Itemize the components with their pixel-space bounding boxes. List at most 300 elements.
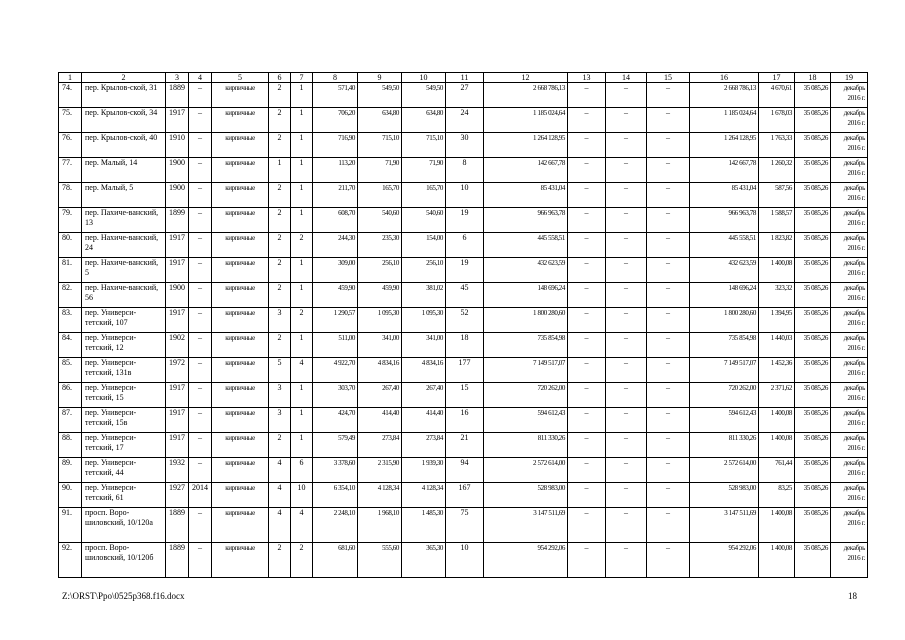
column-number-cell: 2 xyxy=(82,73,166,83)
build-year-cell: 1889 xyxy=(166,543,189,578)
total-area-cell: 3 378,60 xyxy=(313,458,358,483)
deadline-cell: декабрь 2016 г. xyxy=(831,433,868,458)
cost-col13-cell: – xyxy=(568,308,606,333)
floors-cell: 4 xyxy=(269,458,291,483)
floors-cell: 2 xyxy=(269,108,291,133)
build-year-cell: 1927 xyxy=(166,483,189,508)
residential-area-cell: 256,10 xyxy=(402,258,446,283)
cost-col15-cell: – xyxy=(647,508,690,543)
entrances-cell: 1 xyxy=(291,133,313,158)
standard-cost-cell: 35 085,26 xyxy=(795,158,831,183)
column-number-cell: 4 xyxy=(189,73,212,83)
cost-col14-cell: – xyxy=(606,158,647,183)
wall-material-cell: кирпичные xyxy=(212,383,269,408)
cost-col16-cell: 594 612,43 xyxy=(690,408,759,433)
deadline-cell: декабрь 2016 г. xyxy=(831,508,868,543)
cost-col13-cell: – xyxy=(568,233,606,258)
deadline-cell: декабрь 2016 г. xyxy=(831,183,868,208)
cost-total-cell: 735 854,98 xyxy=(484,333,568,358)
table-row xyxy=(59,433,868,458)
address-cell: просп. Воро-шиловский, 10/120а xyxy=(82,508,166,543)
cost-col15-cell: – xyxy=(647,208,690,233)
cost-col16-cell: 7 149 517,07 xyxy=(690,358,759,383)
standard-cost-cell: 35 085,26 xyxy=(795,483,831,508)
reconstruction-year-cell: – xyxy=(189,383,212,408)
cost-col13-cell: – xyxy=(568,258,606,283)
reconstruction-year-cell: – xyxy=(189,183,212,208)
total-area-cell: 6 354,10 xyxy=(313,483,358,508)
table-row xyxy=(59,183,868,208)
cost-col14-cell: – xyxy=(606,108,647,133)
standard-cost-cell: 35 085,26 xyxy=(795,258,831,283)
cost-per-sqm-cell: 1 400,08 xyxy=(759,433,795,458)
residents-cell: 177 xyxy=(446,358,484,383)
build-year-cell: 1932 xyxy=(166,458,189,483)
deadline-cell: декабрь 2016 г. xyxy=(831,358,868,383)
table-row xyxy=(59,408,868,433)
table-row xyxy=(59,108,868,133)
reconstruction-year-cell: – xyxy=(189,258,212,283)
cost-col15-cell: – xyxy=(647,433,690,458)
cost-col16-cell: 142 667,78 xyxy=(690,158,759,183)
table-row xyxy=(59,543,868,578)
cost-per-sqm-cell: 1 394,95 xyxy=(759,308,795,333)
table-row xyxy=(59,133,868,158)
cost-col13-cell: – xyxy=(568,483,606,508)
residential-area-cell: 341,00 xyxy=(402,333,446,358)
row-number-cell: 82. xyxy=(59,283,82,308)
reconstruction-year-cell: – xyxy=(189,508,212,543)
residents-cell: 75 xyxy=(446,508,484,543)
cost-per-sqm-cell: 4 670,61 xyxy=(759,83,795,108)
row-number-cell: 78. xyxy=(59,183,82,208)
row-number-cell: 85. xyxy=(59,358,82,383)
cost-col14-cell: – xyxy=(606,183,647,208)
cost-col14-cell: – xyxy=(606,458,647,483)
floors-cell: 1 xyxy=(269,158,291,183)
address-cell: пер. Нахиче-ванский, 56 xyxy=(82,283,166,308)
address-cell: пер. Пахиче-ванский, 13 xyxy=(82,208,166,233)
cost-col13-cell: – xyxy=(568,383,606,408)
reconstruction-year-cell: – xyxy=(189,333,212,358)
entrances-cell: 1 xyxy=(291,208,313,233)
standard-cost-cell: 35 085,26 xyxy=(795,383,831,408)
cost-total-cell: 811 330,26 xyxy=(484,433,568,458)
cost-total-cell: 7 149 517,07 xyxy=(484,358,568,383)
floors-cell: 4 xyxy=(269,483,291,508)
standard-cost-cell: 35 085,26 xyxy=(795,358,831,383)
address-cell: пер. Малый, 5 xyxy=(82,183,166,208)
wall-material-cell: кирпичные xyxy=(212,408,269,433)
standard-cost-cell: 35 085,26 xyxy=(795,108,831,133)
standard-cost-cell: 35 085,26 xyxy=(795,333,831,358)
wall-material-cell: кирпичные xyxy=(212,258,269,283)
cost-col15-cell: – xyxy=(647,308,690,333)
residential-area-cell: 165,70 xyxy=(402,183,446,208)
residential-area-cell: 4 834,16 xyxy=(402,358,446,383)
cost-total-cell: 1 800 280,60 xyxy=(484,308,568,333)
residents-cell: 15 xyxy=(446,383,484,408)
build-year-cell: 1917 xyxy=(166,233,189,258)
deadline-cell: декабрь 2016 г. xyxy=(831,233,868,258)
residential-area-cell: 154,00 xyxy=(402,233,446,258)
reconstruction-year-cell: – xyxy=(189,108,212,133)
column-number-cell: 8 xyxy=(313,73,358,83)
wall-material-cell: кирпичные xyxy=(212,108,269,133)
cost-col14-cell: – xyxy=(606,233,647,258)
living-area-cell: 555,60 xyxy=(358,543,402,578)
cost-col14-cell: – xyxy=(606,283,647,308)
address-cell: пер. Крылов-ской, 40 xyxy=(82,133,166,158)
cost-col14-cell: – xyxy=(606,543,647,578)
deadline-cell: декабрь 2016 г. xyxy=(831,383,868,408)
cost-per-sqm-cell: 83,25 xyxy=(759,483,795,508)
entrances-cell: 1 xyxy=(291,108,313,133)
deadline-cell: декабрь 2016 г. xyxy=(831,83,868,108)
deadline-cell: декабрь 2016 г. xyxy=(831,308,868,333)
cost-per-sqm-cell: 1 440,03 xyxy=(759,333,795,358)
cost-col14-cell: – xyxy=(606,208,647,233)
cost-col13-cell: – xyxy=(568,358,606,383)
entrances-cell: 2 xyxy=(291,308,313,333)
cost-col15-cell: – xyxy=(647,258,690,283)
cost-per-sqm-cell: 1 452,36 xyxy=(759,358,795,383)
standard-cost-cell: 35 085,26 xyxy=(795,133,831,158)
file-path-footer: Z:\ORST\Ppo\0525p368.f16.docx xyxy=(62,591,185,601)
cost-col16-cell: 2 572 614,00 xyxy=(690,458,759,483)
living-area-cell: 2 315,90 xyxy=(358,458,402,483)
cost-per-sqm-cell: 1 400,08 xyxy=(759,408,795,433)
row-number-cell: 91. xyxy=(59,508,82,543)
column-number-cell: 3 xyxy=(166,73,189,83)
cost-col15-cell: – xyxy=(647,83,690,108)
table-row xyxy=(59,483,868,508)
standard-cost-cell: 35 085,26 xyxy=(795,233,831,258)
row-number-cell: 77. xyxy=(59,158,82,183)
build-year-cell: 1889 xyxy=(166,83,189,108)
table-row xyxy=(59,508,868,543)
address-cell: пер. Универси-тетский, 15в xyxy=(82,408,166,433)
cost-col16-cell: 432 623,59 xyxy=(690,258,759,283)
residents-cell: 21 xyxy=(446,433,484,458)
address-cell: пер. Универси-тетский, 12 xyxy=(82,333,166,358)
total-area-cell: 1 290,57 xyxy=(313,308,358,333)
total-area-cell: 113,20 xyxy=(313,158,358,183)
residents-cell: 8 xyxy=(446,158,484,183)
column-number-cell: 17 xyxy=(759,73,795,83)
cost-col13-cell: – xyxy=(568,208,606,233)
deadline-cell: декабрь 2016 г. xyxy=(831,333,868,358)
reconstruction-year-cell: – xyxy=(189,233,212,258)
wall-material-cell: кирпичные xyxy=(212,283,269,308)
entrances-cell: 6 xyxy=(291,458,313,483)
column-number-cell: 14 xyxy=(606,73,647,83)
residents-cell: 94 xyxy=(446,458,484,483)
address-cell: пер. Нахиче-ванский, 24 xyxy=(82,233,166,258)
build-year-cell: 1889 xyxy=(166,508,189,543)
table-row xyxy=(59,458,868,483)
cost-col16-cell: 148 696,24 xyxy=(690,283,759,308)
entrances-cell: 2 xyxy=(291,543,313,578)
cost-col16-cell: 85 431,04 xyxy=(690,183,759,208)
cost-per-sqm-cell: 1 763,33 xyxy=(759,133,795,158)
address-cell: пер. Универси-тетский, 107 xyxy=(82,308,166,333)
cost-col15-cell: – xyxy=(647,133,690,158)
cost-col13-cell: – xyxy=(568,408,606,433)
total-area-cell: 706,20 xyxy=(313,108,358,133)
cost-col13-cell: – xyxy=(568,133,606,158)
standard-cost-cell: 35 085,26 xyxy=(795,408,831,433)
address-cell: пер. Универси-тетский, 61 xyxy=(82,483,166,508)
column-number-row xyxy=(59,73,868,83)
table-row xyxy=(59,358,868,383)
residential-area-cell: 273,84 xyxy=(402,433,446,458)
entrances-cell: 1 xyxy=(291,408,313,433)
column-number-cell: 19 xyxy=(831,73,868,83)
column-number-cell: 9 xyxy=(358,73,402,83)
total-area-cell: 608,70 xyxy=(313,208,358,233)
residents-cell: 10 xyxy=(446,183,484,208)
wall-material-cell: кирпичные xyxy=(212,508,269,543)
cost-total-cell: 445 558,51 xyxy=(484,233,568,258)
entrances-cell: 1 xyxy=(291,83,313,108)
cost-col13-cell: – xyxy=(568,183,606,208)
reconstruction-year-cell: – xyxy=(189,158,212,183)
total-area-cell: 424,70 xyxy=(313,408,358,433)
floors-cell: 2 xyxy=(269,83,291,108)
build-year-cell: 1917 xyxy=(166,108,189,133)
wall-material-cell: кирпичные xyxy=(212,133,269,158)
cost-total-cell: 142 667,78 xyxy=(484,158,568,183)
residential-area-cell: 414,40 xyxy=(402,408,446,433)
table-row xyxy=(59,308,868,333)
column-number-cell: 16 xyxy=(690,73,759,83)
address-cell: пер. Универси-тетский, 44 xyxy=(82,458,166,483)
column-number-cell: 12 xyxy=(484,73,568,83)
build-year-cell: 1917 xyxy=(166,408,189,433)
living-area-cell: 4 834,16 xyxy=(358,358,402,383)
cost-per-sqm-cell: 1 400,08 xyxy=(759,508,795,543)
deadline-cell: декабрь 2016 г. xyxy=(831,483,868,508)
residential-area-cell: 365,30 xyxy=(402,543,446,578)
standard-cost-cell: 35 085,26 xyxy=(795,433,831,458)
address-cell: пер. Малый, 14 xyxy=(82,158,166,183)
total-area-cell: 211,70 xyxy=(313,183,358,208)
total-area-cell: 571,40 xyxy=(313,83,358,108)
column-number-cell: 15 xyxy=(647,73,690,83)
entrances-cell: 1 xyxy=(291,158,313,183)
wall-material-cell: кирпичные xyxy=(212,183,269,208)
deadline-cell: декабрь 2016 г. xyxy=(831,458,868,483)
column-number-cell: 13 xyxy=(568,73,606,83)
floors-cell: 3 xyxy=(269,408,291,433)
cost-col14-cell: – xyxy=(606,433,647,458)
table-row xyxy=(59,283,868,308)
cost-total-cell: 594 612,43 xyxy=(484,408,568,433)
cost-per-sqm-cell: 1 823,82 xyxy=(759,233,795,258)
wall-material-cell: кирпичные xyxy=(212,543,269,578)
cost-col16-cell: 720 262,00 xyxy=(690,383,759,408)
living-area-cell: 4 128,34 xyxy=(358,483,402,508)
wall-material-cell: кирпичные xyxy=(212,308,269,333)
cost-col15-cell: – xyxy=(647,333,690,358)
cost-col13-cell: – xyxy=(568,508,606,543)
entrances-cell: 1 xyxy=(291,183,313,208)
living-area-cell: 256,10 xyxy=(358,258,402,283)
residents-cell: 19 xyxy=(446,258,484,283)
column-number-cell: 5 xyxy=(212,73,269,83)
build-year-cell: 1900 xyxy=(166,158,189,183)
cost-per-sqm-cell: 1 260,32 xyxy=(759,158,795,183)
cost-col16-cell: 445 558,51 xyxy=(690,233,759,258)
column-number-cell: 18 xyxy=(795,73,831,83)
total-area-cell: 579,49 xyxy=(313,433,358,458)
residential-area-cell: 549,50 xyxy=(402,83,446,108)
living-area-cell: 549,50 xyxy=(358,83,402,108)
row-number-cell: 87. xyxy=(59,408,82,433)
floors-cell: 2 xyxy=(269,208,291,233)
residents-cell: 6 xyxy=(446,233,484,258)
build-year-cell: 1900 xyxy=(166,283,189,308)
cost-per-sqm-cell: 1 678,03 xyxy=(759,108,795,133)
total-area-cell: 4 922,70 xyxy=(313,358,358,383)
deadline-cell: декабрь 2016 г. xyxy=(831,543,868,578)
address-cell: просп. Воро-шиловский, 10/120б xyxy=(82,543,166,578)
cost-col16-cell: 811 330,26 xyxy=(690,433,759,458)
cost-col14-cell: – xyxy=(606,508,647,543)
standard-cost-cell: 35 085,26 xyxy=(795,308,831,333)
row-number-cell: 92. xyxy=(59,543,82,578)
row-number-cell: 75. xyxy=(59,108,82,133)
residents-cell: 167 xyxy=(446,483,484,508)
living-area-cell: 235,30 xyxy=(358,233,402,258)
floors-cell: 2 xyxy=(269,183,291,208)
floors-cell: 3 xyxy=(269,383,291,408)
cost-col16-cell: 3 147 511,69 xyxy=(690,508,759,543)
cost-col15-cell: – xyxy=(647,543,690,578)
residential-area-cell: 1 095,30 xyxy=(402,308,446,333)
cost-per-sqm-cell: 761,44 xyxy=(759,458,795,483)
cost-per-sqm-cell: 1 588,57 xyxy=(759,208,795,233)
residential-area-cell: 4 128,34 xyxy=(402,483,446,508)
residents-cell: 10 xyxy=(446,543,484,578)
floors-cell: 3 xyxy=(269,308,291,333)
build-year-cell: 1917 xyxy=(166,308,189,333)
deadline-cell: декабрь 2016 г. xyxy=(831,258,868,283)
cost-col14-cell: – xyxy=(606,483,647,508)
cost-col13-cell: – xyxy=(568,333,606,358)
wall-material-cell: кирпичные xyxy=(212,358,269,383)
cost-col15-cell: – xyxy=(647,183,690,208)
page-number: 18 xyxy=(848,591,857,601)
floors-cell: 2 xyxy=(269,133,291,158)
cost-col13-cell: – xyxy=(568,433,606,458)
living-area-cell: 459,90 xyxy=(358,283,402,308)
entrances-cell: 4 xyxy=(291,358,313,383)
column-number-cell: 11 xyxy=(446,73,484,83)
cost-col15-cell: – xyxy=(647,458,690,483)
residents-cell: 19 xyxy=(446,208,484,233)
standard-cost-cell: 35 085,26 xyxy=(795,543,831,578)
total-area-cell: 244,30 xyxy=(313,233,358,258)
living-area-cell: 273,84 xyxy=(358,433,402,458)
build-year-cell: 1917 xyxy=(166,433,189,458)
cost-col14-cell: – xyxy=(606,408,647,433)
living-area-cell: 1 095,30 xyxy=(358,308,402,333)
standard-cost-cell: 35 085,26 xyxy=(795,283,831,308)
column-number-cell: 7 xyxy=(291,73,313,83)
cost-col14-cell: – xyxy=(606,308,647,333)
floors-cell: 2 xyxy=(269,333,291,358)
living-area-cell: 341,00 xyxy=(358,333,402,358)
wall-material-cell: кирпичные xyxy=(212,208,269,233)
cost-col13-cell: – xyxy=(568,283,606,308)
cost-total-cell: 2 668 786,13 xyxy=(484,83,568,108)
floors-cell: 5 xyxy=(269,358,291,383)
cost-total-cell: 3 147 511,69 xyxy=(484,508,568,543)
row-number-cell: 90. xyxy=(59,483,82,508)
cost-col16-cell: 735 854,98 xyxy=(690,333,759,358)
address-cell: пер. Крылов-ской, 34 xyxy=(82,108,166,133)
reconstruction-year-cell: – xyxy=(189,433,212,458)
cost-col13-cell: – xyxy=(568,108,606,133)
row-number-cell: 79. xyxy=(59,208,82,233)
table-row xyxy=(59,208,868,233)
floors-cell: 2 xyxy=(269,543,291,578)
cost-per-sqm-cell: 1 400,08 xyxy=(759,543,795,578)
entrances-cell: 1 xyxy=(291,258,313,283)
residents-cell: 24 xyxy=(446,108,484,133)
row-number-cell: 84. xyxy=(59,333,82,358)
row-number-cell: 74. xyxy=(59,83,82,108)
residents-cell: 16 xyxy=(446,408,484,433)
build-year-cell: 1900 xyxy=(166,183,189,208)
total-area-cell: 309,00 xyxy=(313,258,358,283)
cost-col15-cell: – xyxy=(647,108,690,133)
entrances-cell: 1 xyxy=(291,333,313,358)
cost-col14-cell: – xyxy=(606,83,647,108)
residents-cell: 45 xyxy=(446,283,484,308)
floors-cell: 2 xyxy=(269,233,291,258)
cost-col15-cell: – xyxy=(647,233,690,258)
living-area-cell: 634,80 xyxy=(358,108,402,133)
wall-material-cell: кирпичные xyxy=(212,233,269,258)
living-area-cell: 540,60 xyxy=(358,208,402,233)
cost-col14-cell: – xyxy=(606,333,647,358)
residential-area-cell: 540,60 xyxy=(402,208,446,233)
wall-material-cell: кирпичные xyxy=(212,158,269,183)
floors-cell: 4 xyxy=(269,508,291,543)
reconstruction-year-cell: 2014 xyxy=(189,483,212,508)
living-area-cell: 715,10 xyxy=(358,133,402,158)
row-number-cell: 80. xyxy=(59,233,82,258)
column-number-cell: 6 xyxy=(269,73,291,83)
reconstruction-year-cell: – xyxy=(189,208,212,233)
table-row xyxy=(59,258,868,283)
total-area-cell: 681,60 xyxy=(313,543,358,578)
residential-area-cell: 71,90 xyxy=(402,158,446,183)
table-row xyxy=(59,333,868,358)
residential-area-cell: 715,10 xyxy=(402,133,446,158)
deadline-cell: декабрь 2016 г. xyxy=(831,108,868,133)
cost-col16-cell: 954 292,06 xyxy=(690,543,759,578)
wall-material-cell: кирпичные xyxy=(212,458,269,483)
cost-col16-cell: 528 983,00 xyxy=(690,483,759,508)
residents-cell: 18 xyxy=(446,333,484,358)
cost-per-sqm-cell: 587,56 xyxy=(759,183,795,208)
cost-col16-cell: 1 264 128,95 xyxy=(690,133,759,158)
cost-col14-cell: – xyxy=(606,358,647,383)
